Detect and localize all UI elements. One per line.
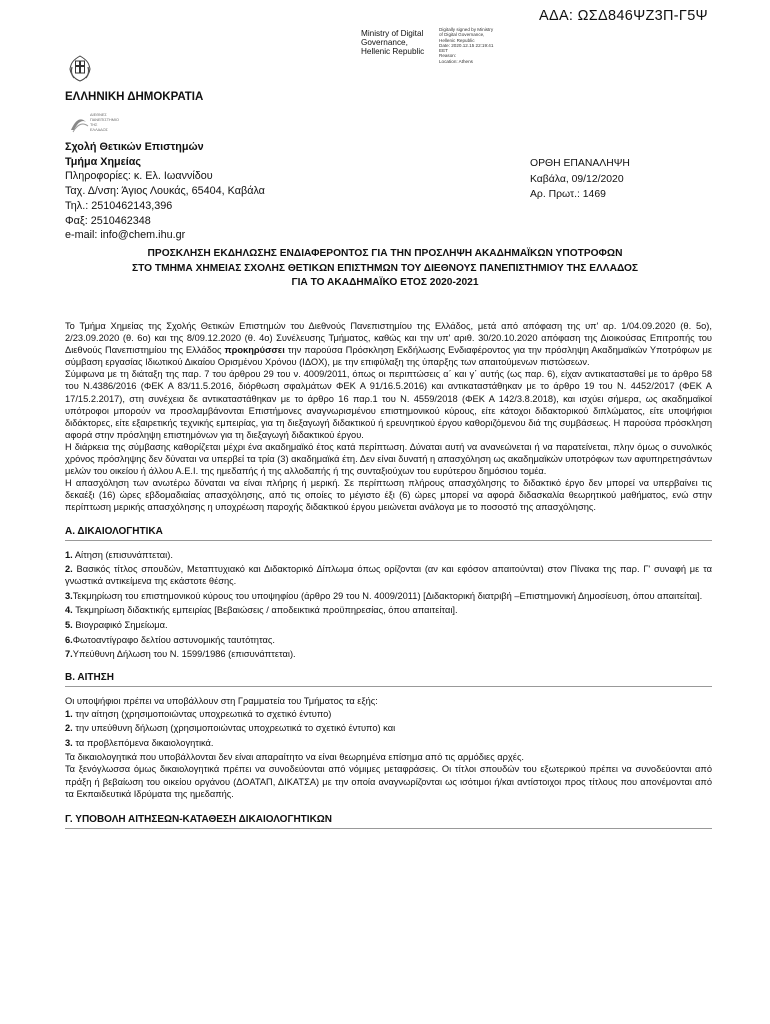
digital-signature-details (439, 27, 493, 64)
reference-block (530, 156, 630, 203)
logo-text-line: ΕΛΛΑΔΟΣ (90, 128, 108, 132)
logo-text-line: ΠΑΝΕΠΙΣΤΗΜΙΟ (90, 118, 119, 122)
fax-number: Φαξ: 2510462348 (65, 214, 151, 227)
correction-label: ΟΡΘΗ ΕΠΑΝΑΛΗΨΗ (530, 158, 630, 169)
section-b-heading: Β. ΑΙΤΗΣΗ (65, 672, 712, 689)
intro-text: την παρούσα Πρόσκληση Εκδήλωσης Ενδιαφέροντος για την πρόσληψη Ακαδημαϊκών Υποτρόφων με σύμβαση εργασίας Ιδιωτικού Δικαίου Ορισμένου Χρόνου (ΙΔΟΧ), με την επιφύλαξη της ύπαρξης των απαιτούμενων πιστώσεων. (65, 345, 712, 368)
document-body (65, 320, 712, 837)
section-divider (65, 686, 712, 687)
greek-emblem-icon (65, 53, 95, 83)
logo-text-line: ΤΗΣ (90, 123, 98, 127)
contact-person: Πληροφορίες: κ. Ελ. Ιωαννίδου (65, 170, 213, 183)
list-item: 2. Βασικός τίτλος σπουδών, Μεταπτυχιακό και Διδακτορικό Δίπλωμα όπως ορίζονται (αν και εφόσον απαιτούνται) στον Πίνακα της παρ. Γ' συναφή με τα γνωστικά αντικείμενα της εκάστοτε θέσης. (65, 564, 712, 587)
section-b-paragraph: Τα ξενόγλωσσα όμως δικαιολογητικά πρέπει να συνοδεύονται από νόμιμες μεταφράσεις. Οι τίτλοι σπουδών του εξωτερικού πρέπει να συνοδεύονται από πράξη ή βεβαίωση του οικείου οργάνου (ΔΟΑΤΑΠ, ΔΙΚΑΤΣΑ) με την οποία αναγνωρίζονται ως ισότιμοι ή/και αντίστοιχοι προς τίτλους που απονέμονται από τα Εκπαιδευτικά Ιδρύματα της ημεδαπής. (65, 764, 712, 799)
list-item: 1. Αίτηση (επισυνάπτεται). (65, 549, 173, 560)
signature-line: of Digital Governance, (439, 32, 485, 38)
postal-address: Ταχ. Δ/νση: Άγιος Λουκάς, 65404, Καβάλα (65, 185, 265, 198)
section-a-heading: Α. ΔΙΚΑΙΟΛΟΓΗΤΙΚΑ (65, 526, 712, 543)
signer-line: Ministry of Digital (361, 29, 424, 38)
ada-code: ΑΔΑ: ΩΣΔ846ΨΖ3Π-Γ5Ψ (539, 8, 708, 24)
intro-bold-text: προκηρύσσει (224, 345, 285, 356)
email-address: e-mail: info@chem.ihu.gr (65, 229, 186, 242)
intro-paragraph (65, 320, 712, 368)
duration-paragraph: Η διάρκεια της σύμβασης καθορίζεται μέχρι ένα ακαδημαϊκό έτος κατά περίπτωση. Δύναται αυτή να ανανεώνεται ή να παρατείνεται, πλην όμως ο συνολικός χρόνος πρόσληψης δεν δύναται να υπερβεί τα τρία (3) ακαδημαϊκά έτη. Δεν είναι δυνατή η απασχόληση ως ακαδημαϊκών υποτρόφων των αφυπηρετησάντων μελών του οικείου ή άλλου Α.Ε.Ι. της ημεδαπής ή της αλλοδαπής ή της συνταξιούχων του ευρύτερου δημόσιου τομέα. (65, 441, 712, 477)
title-line: ΣΤΟ ΤΜΗΜΑ ΧΗΜΕΙΑΣ ΣΧΟΛΗΣ ΘΕΤΙΚΩΝ ΕΠΙΣΤΗΜΩΝ ΤΟΥ ΔΙΕΘΝΟΥΣ ΠΑΝΕΠΙΣΤΗΜΙΟΥ ΤΗΣ ΕΛΛΑΔΟΣ (131, 262, 639, 274)
employment-paragraph: Η απασχόληση των ανωτέρω δύναται να είναι πλήρης ή μερική. Σε περίπτωση πλήρους απασχόλησης το διδακτικό έργο δεν μπορεί να υπερβαίνει τις δεκαέξι (16) ώρες εβδομαδιαίας απασχόλησης, από τις οποίες το μέγιστο έξι (6) ώρες μπορεί να αφορά διδασκαλία θεωρητικού μαθήματος, ενώ στην περίπτωση μερικής απασχόλησης η υποχρέωση παροχής διδακτικού έργου μειώνεται ανάλογα με το ποσοστό της απασχόλησης. (65, 478, 712, 513)
logo-text-line: ΔΙΕΘΝΕΣ (90, 113, 107, 117)
legal-basis-paragraph: Σύμφωνα με τη διάταξη της παρ. 7 του άρθρου 29 του ν. 4009/2011, όπως οι περιπτώσεις α΄ και γ΄ αυτής (ως παρ. 6), είχαν αντικατασταθεί με το άρθρο 58 του Ν.4386/2016 (ΦΕΚ Α 83/11.5.2016, διόρθωση σφαλμάτων ΦΕΚ Α 91/16.5.2016) και αντικαταστάθηκαν με το άρθρο 19 του Ν. 4452/2017 (ΦΕΚ Α 17/15.2.2017), στη συνέχεια δε αντικαταστάθηκαν με το άρθρο 16 παρ.1 του Ν. 4559/2018 (ΦΕΚ Α 142/3.8.2018), και ισχύει σήμερα, ως ακαδημαϊκοί υπότροφοι μπορούν να προσλαμβάνονται Επιστήμονες αναγνωρισμένου επιστημονικού κύρους, είτε κάτοχοι διδακτορικού διπλώματος, είτε υποψήφιοι διδάκτορες, είτε εξαιρετικής τεχνικής εμπειρίας, για τη διεξαγωγή διδακτικού ή ερευνητικού έργου καθοριζόμενου διά της συμβάσεως. Η παρούσα πρόσκληση αφορά στην πρόσληψη επιστημόνων για τη διεξαγωγή διδακτικού έργου. (65, 369, 712, 440)
section-b-intro: Οι υποψήφιοι πρέπει να υποβάλλουν στη Γραμματεία του Τμήματος τα εξής: (65, 696, 378, 707)
signer-line: Governance, (361, 38, 408, 48)
signature-line: Date: 2020.12.15 22:19:41 (439, 42, 494, 48)
section-a-list (65, 549, 712, 661)
republic-heading: ΕΛΛΗΝΙΚΗ ΔΗΜΟΚΡΑΤΙΑ (65, 91, 204, 103)
document-date: Καβάλα, 09/12/2020 (530, 173, 624, 185)
signature-line: Hellenic Republic (439, 37, 475, 43)
signature-line: Location: Athens (439, 58, 473, 64)
list-item: 2. την υπεύθυνη δήλωση (χρησιμοποιώντας υποχρεωτικά το σχετικό έντυπο) και (65, 723, 396, 734)
list-item: 1. την αίτηση (χρησιμοποιώντας υποχρεωτικά το σχετικό έντυπο) (65, 708, 332, 719)
list-item: 3.Τεκμηρίωση του επιστημονικού κύρους του υποψηφίου (άρθρο 29 του Ν. 4009/2011) [Διδακτορική διατριβή –Επιστημονική Δημοσίευση, όπου απαιτείται]. (65, 590, 703, 601)
list-item: 3. τα προβλεπόμενα δικαιολογητικά. (65, 737, 214, 748)
signer-block (361, 29, 424, 57)
phone-number: Τηλ.: 2510462143,396 (65, 199, 173, 212)
title-line: ΓΙΑ ΤΟ ΑΚΑΔΗΜΑΪΚΟ ΕΤΟΣ 2020-2021 (291, 277, 479, 288)
signature-line: EET (439, 48, 448, 54)
section-b-list (65, 708, 712, 749)
list-item: 7.Υπεύθυνη Δήλωση του Ν. 1599/1986 (επισυνάπτεται). (65, 649, 296, 660)
university-logo-icon (68, 110, 134, 136)
signature-line: Digitally signed by Ministry (439, 27, 494, 32)
title-line: ΠΡΟΣΚΛΗΣΗ ΕΚΔΗΛΩΣΗΣ ΕΝΔΙΑΦΕΡΟΝΤΟΣ ΓΙΑ ΤΗΝ ΠΡΟΣΛΗΨΗ ΑΚΑΔΗΜΑΪΚΩΝ ΥΠΟΤΡΟΦΩΝ (147, 248, 623, 259)
list-item: 5. Βιογραφικό Σημείωμα. (65, 620, 168, 631)
section-divider (65, 540, 712, 541)
protocol-number: Αρ. Πρωτ.: 1469 (530, 189, 606, 200)
sender-block (65, 140, 265, 243)
intro-text: Το Τμήμα Χημείας της Σχολής Θετικών Επιστημών του Διεθνούς Πανεπιστημίου της Ελλάδος, μετά από απόφαση της υπ' αρ. 1/04.09.2020 (θ. 5ο), 2/23.09.2020 (θ. 6ο) και της 8/09.12.2020 (θ. 4ο) Συνέλευσης Τμήματος, καθώς και την υπ' αριθ. 30/20.10.2020 απόφαση της Διοικούσας Επιτροπής του Διεθνούς Πανεπιστημίου της Ελλάδος (65, 321, 712, 356)
section-b-paragraph: Τα δικαιολογητικά που υποβάλλονται δεν είναι απαραίτητο να είναι θεωρημένα επίσημα από τις αρμόδιες αρχές. (65, 752, 525, 763)
document-title (65, 247, 705, 291)
section-divider (65, 828, 712, 829)
department-name: Τμήμα Χημείας (65, 155, 142, 168)
list-item: 4. Τεκμηρίωση διδακτικής εμπειρίας [Βεβαιώσεις / αποδεικτικά προϋπηρεσίας, όπου απαιτείται]. (65, 605, 458, 616)
section-c-heading: Γ. ΥΠΟΒΟΛΗ ΑΙΤΗΣΕΩΝ-ΚΑΤΑΘΕΣΗ ΔΙΚΑΙΟΛΟΓΗΤΙΚΩΝ (65, 814, 712, 831)
signature-line: Reason: (439, 53, 457, 59)
list-item: 6.Φωτοαντίγραφο δελτίου αστυνομικής ταυτότητας. (65, 634, 275, 645)
school-name: Σχολή Θετικών Επιστημών (65, 141, 204, 153)
signer-line: Hellenic Republic (361, 47, 425, 57)
